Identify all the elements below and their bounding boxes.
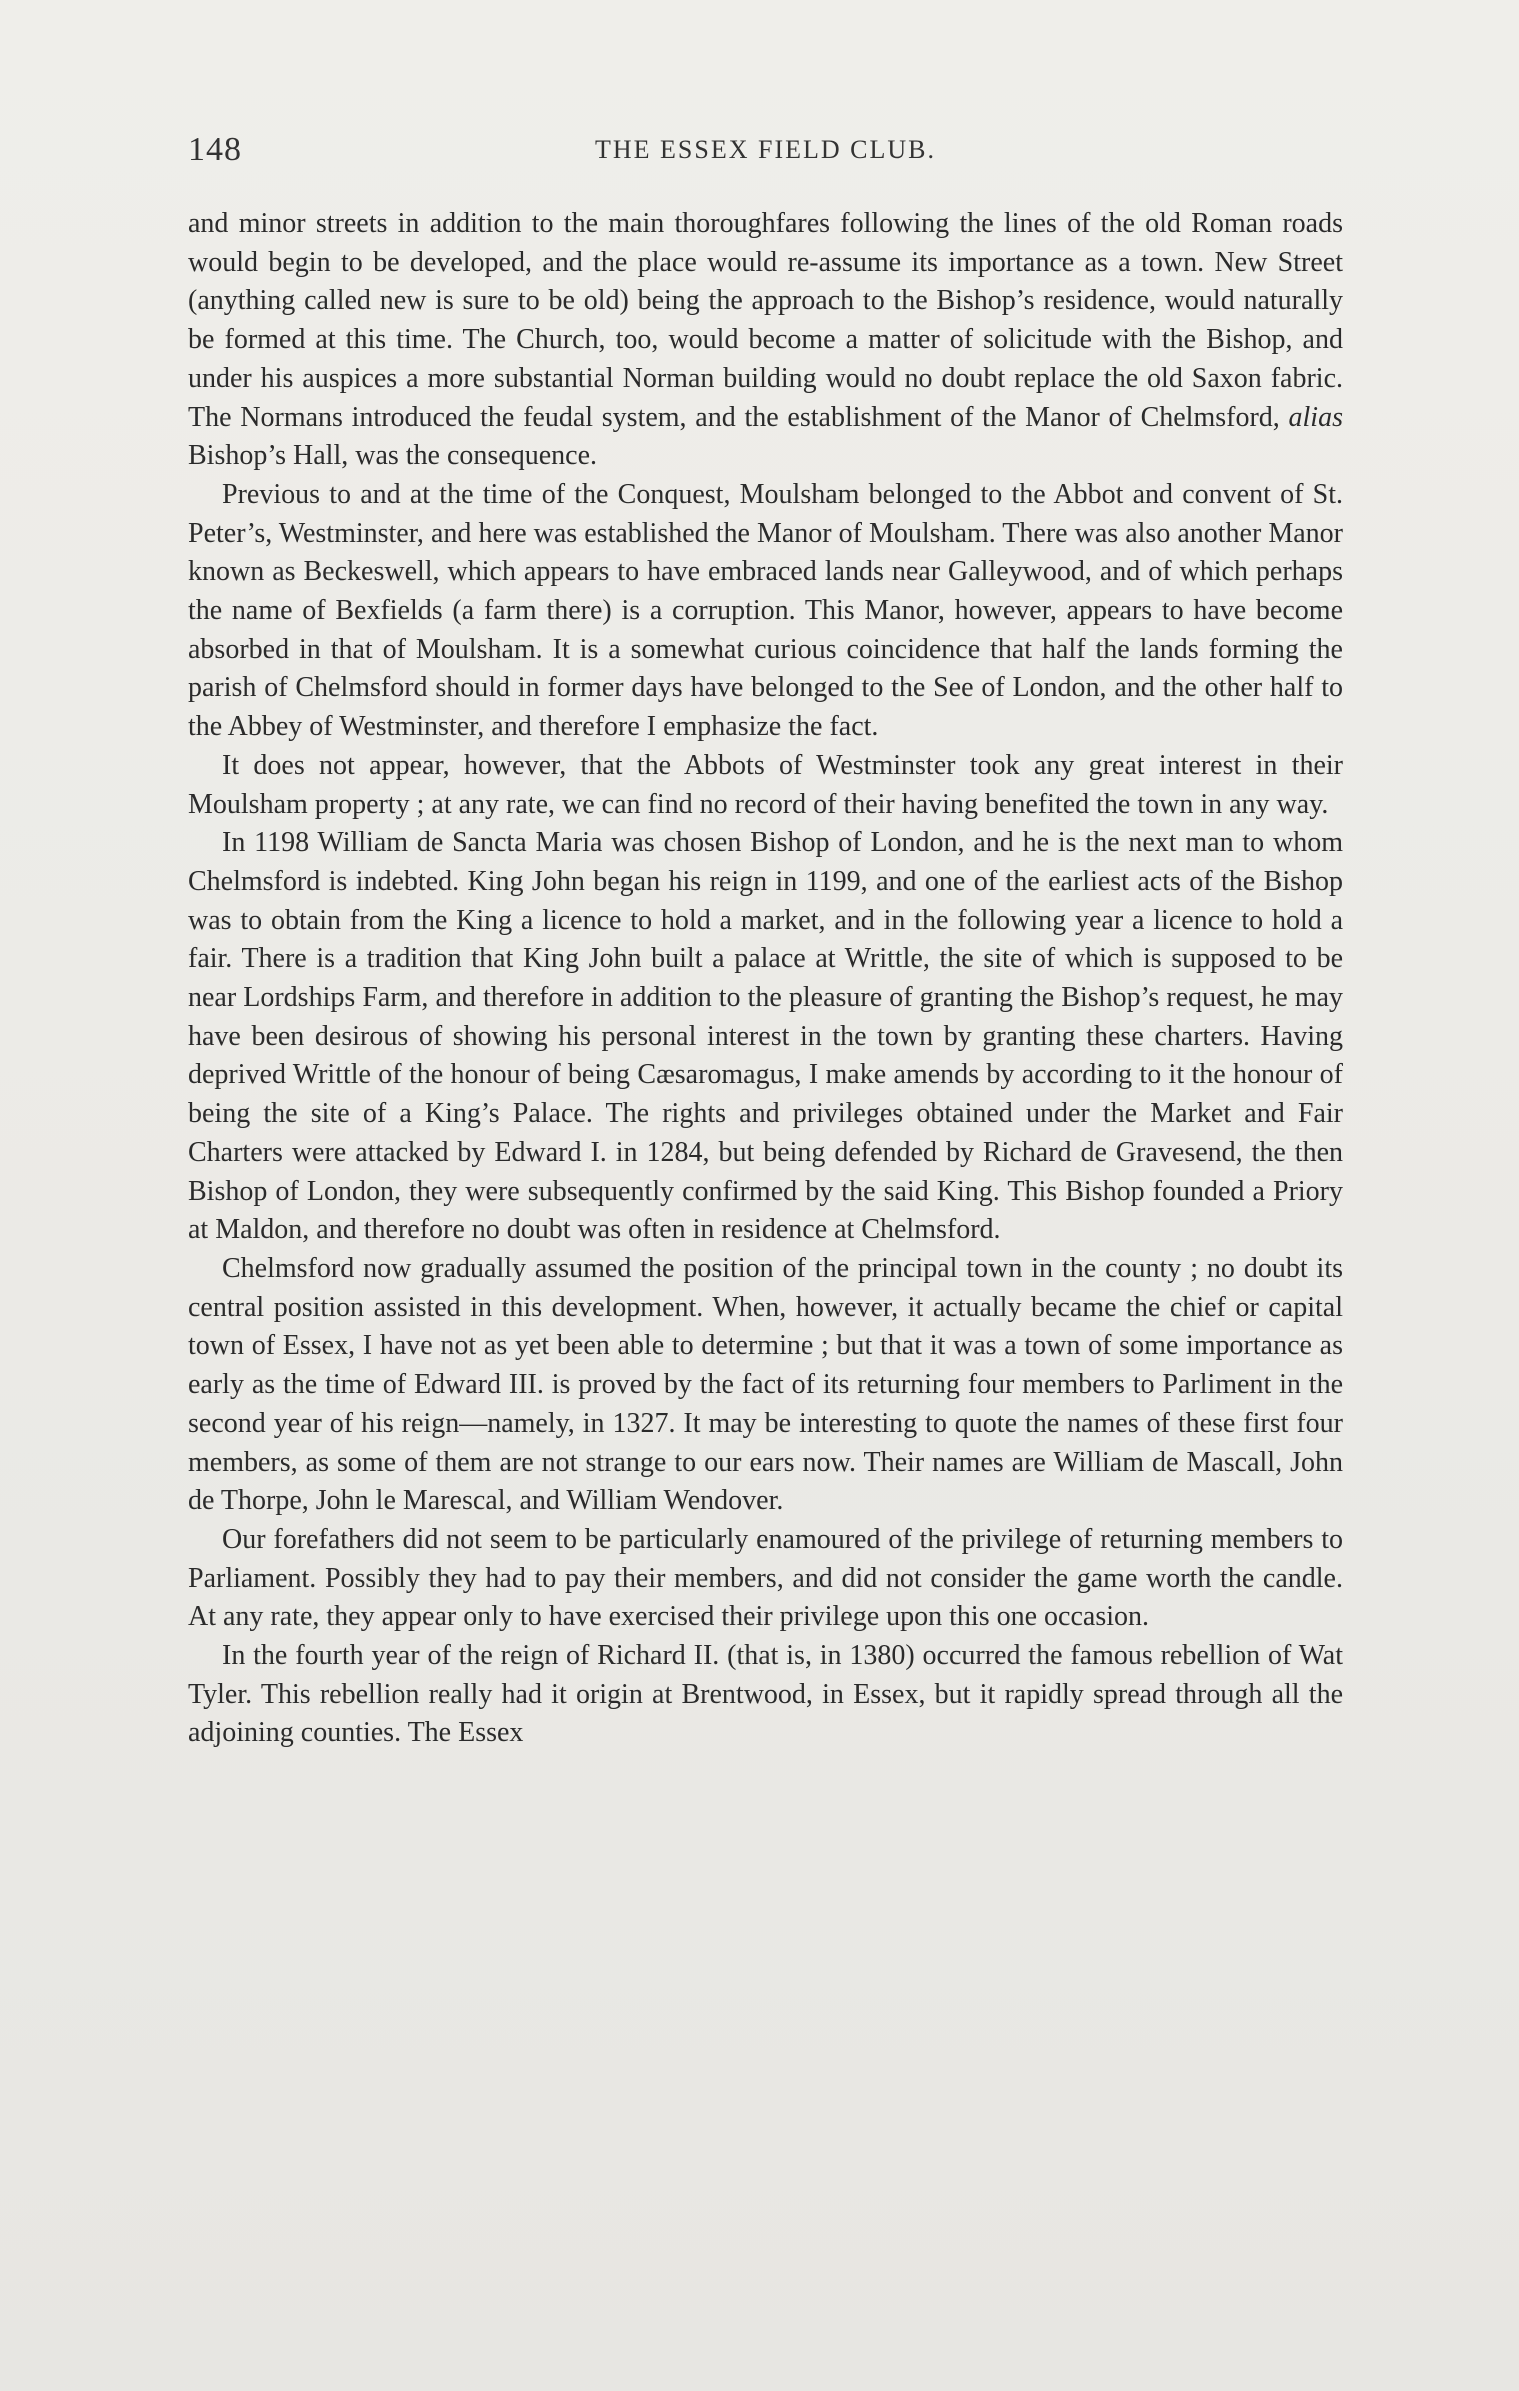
paragraph: Previous to and at the time of the Conquest, Moulsham belonged to the Abbot and convent of St. Peter’s, Westminster, and here was established the Manor of Moulsham. There was also another Manor known as Beckeswell, which appears to have embraced lands near Galleywood, and of which perhaps the name of Bexfields (a farm there) is a corruption. This Manor, however, appears to have become absorbed in that of Moulsham. It is a somewhat curious coincidence that half the lands forming the parish of Chelmsford should in former days have belonged to the See of London, and the other half to the Abbey of Westminster, and therefore I emphasize the fact. xyxy=(188,478,1343,743)
paragraph: Our forefathers did not seem to be particularly enamoured of the privilege of returning members to Parliament. Possibly they had to pay their members, and did not consider the game worth the candle. At any rate, they appear only to have exercised their privilege upon this one occasion. xyxy=(188,1523,1343,1633)
page-header xyxy=(188,128,1343,172)
paragraph xyxy=(188,205,1343,476)
paragraph: It does not appear, however, that the Abbots of Westminster took any great interest in their Moulsham property ; at any rate, we can find no record of their having benefited the town in any way. xyxy=(188,749,1343,820)
paragraph: In the fourth year of the reign of Richard II. (that is, in 1380) occurred the famous rebellion of Wat Tyler. This rebellion really had it origin at Brentwood, in Essex, but it rapidly spread through all the adjoining counties. The Essex xyxy=(188,1640,1343,1749)
paragraph-text: and minor streets in addition to the main thoroughfares following the lines of the old Roman roads would begin to be developed, and the place would re-assume its importance as a town. New Street (anything called new is sure to be old) being the approach to the Bishop’s residence, would naturally be formed at this time. The Church, too, would become a matter of solicitude with the Bishop, and under his auspices a more substantial Norman building would no doubt replace the old Saxon fabric. The Normans introduced the feudal system, and the establishment of the Manor of Chelmsford, xyxy=(188,208,1343,433)
paragraph: Chelmsford now gradually assumed the position of the principal town in the county ; no doubt its central position assisted in this development. When, however, it actually became the chief or capital town of Essex, I have not as yet been able to determine ; but that it was a town of some importance as early as the time of Edward III. is proved by the fact of its returning four members to Parliment in the second year of his reign—namely, in 1327. It may be interesting to quote the names of these first four members, as some of them are not strange to our ears now. Their names are William de Mascall, John de Thorpe, John le Marescal, and William Wendover. xyxy=(188,1252,1343,1517)
page-number: 148 xyxy=(188,131,242,168)
paragraph-text: Bishop’s Hall, was the consequence. xyxy=(188,440,598,472)
running-title: THE ESSEX FIELD CLUB. xyxy=(595,135,936,164)
body-text xyxy=(188,205,1343,1753)
italic-term: alias xyxy=(1288,401,1343,433)
paragraph: In 1198 William de Sancta Maria was chosen Bishop of London, and he is the next man to whom Chelmsford is indebted. King John began his reign in 1199, and one of the earliest acts of the Bishop was to obtain from the King a licence to hold a market, and in the following year a licence to hold a fair. There is a tradition that King John built a palace at Writtle, the site of which is supposed to be near Lordships Farm, and therefore in addition to the pleasure of granting the Bishop’s request, he may have been desirous of showing his personal interest in the town by granting these charters. Having deprived Writtle of the honour of being Cæsaromagus, I make amends by according to it the honour of being the site of a King’s Palace. The rights and privileges obtained under the Market and Fair Charters were attacked by Edward I. in 1284, but being defended by Richard de Gravesend, the then Bishop of London, they were subsequently confirmed by the said King. This Bishop founded a Priory at Maldon, and therefore no doubt was often in residence at Chelmsford. xyxy=(188,827,1343,1246)
